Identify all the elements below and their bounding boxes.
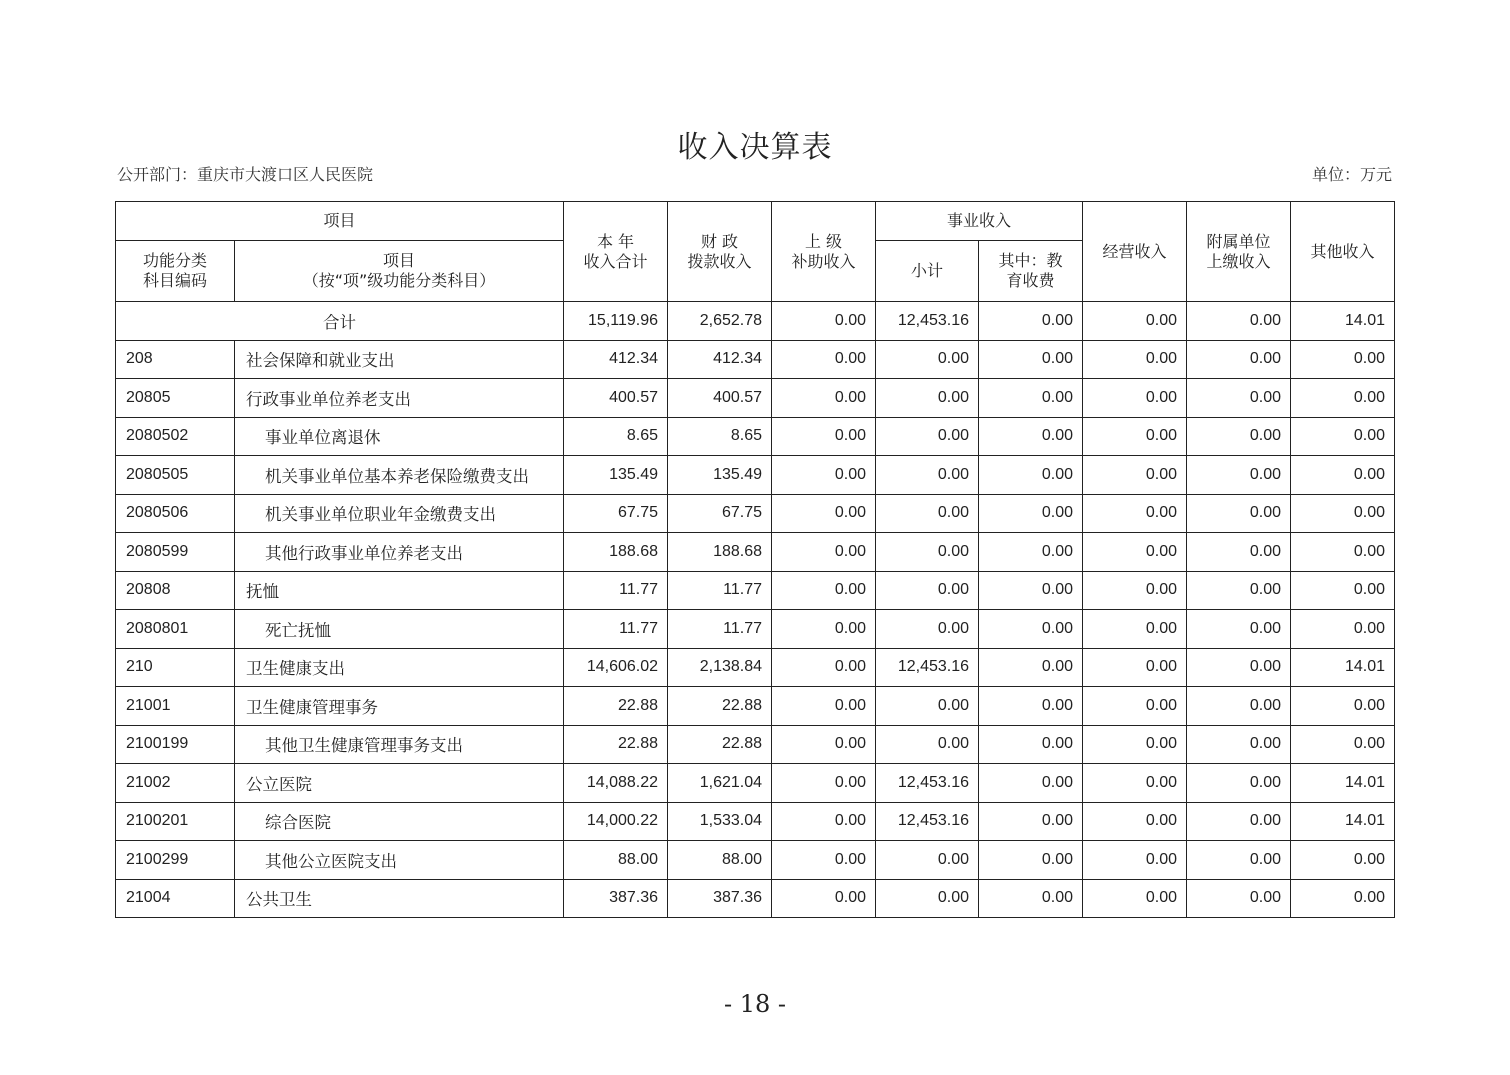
row-code: 21001	[116, 687, 235, 726]
header-education: 其中：教 育收费	[979, 241, 1083, 302]
row-value: 0.00	[772, 841, 876, 880]
table-row	[116, 879, 1395, 918]
row-value: 0.00	[1187, 648, 1291, 687]
income-table	[115, 201, 1395, 918]
row-value: 0.00	[1083, 764, 1187, 803]
row-value: 0.00	[772, 571, 876, 610]
row-value: 0.00	[1187, 879, 1291, 918]
row-value: 14.01	[1291, 764, 1395, 803]
row-value: 88.00	[668, 841, 772, 880]
header-operating: 经营收入	[1083, 202, 1187, 302]
row-value: 0.00	[876, 610, 979, 649]
row-value: 0.00	[772, 340, 876, 379]
row-value: 0.00	[1187, 610, 1291, 649]
row-value: 22.88	[668, 725, 772, 764]
row-value: 0.00	[772, 610, 876, 649]
row-value: 0.00	[979, 802, 1083, 841]
total-label: 合计	[116, 302, 564, 341]
row-value: 0.00	[876, 340, 979, 379]
row-name: 公共卫生	[235, 879, 564, 918]
department-label: 公开部门：重庆市大渡口区人民医院	[117, 165, 374, 184]
row-value: 400.57	[564, 379, 668, 418]
table-row	[116, 494, 1395, 533]
row-value: 0.00	[772, 533, 876, 572]
row-code: 21002	[116, 764, 235, 803]
table-row	[116, 610, 1395, 649]
row-value: 0.00	[1291, 571, 1395, 610]
row-value: 0.00	[1291, 494, 1395, 533]
row-value: 0.00	[1187, 725, 1291, 764]
header-item: 项目 （按“项”级功能分类科目）	[235, 241, 564, 302]
row-value: 0.00	[876, 494, 979, 533]
row-code: 2100299	[116, 841, 235, 880]
row-code: 208	[116, 340, 235, 379]
page-number: - 18 -	[723, 990, 786, 1018]
row-value: 0.00	[1187, 456, 1291, 495]
row-value: 0.00	[1083, 725, 1187, 764]
header-item-group: 项目	[116, 202, 564, 241]
row-value: 0.00	[979, 725, 1083, 764]
row-value: 0.00	[1187, 494, 1291, 533]
total-value: 2,652.78	[668, 302, 772, 341]
row-name: 综合医院	[235, 802, 564, 841]
row-value: 0.00	[1291, 340, 1395, 379]
row-value: 1,533.04	[668, 802, 772, 841]
row-value: 2,138.84	[668, 648, 772, 687]
row-value: 0.00	[1083, 610, 1187, 649]
row-value: 14,606.02	[564, 648, 668, 687]
row-value: 0.00	[876, 379, 979, 418]
row-value: 0.00	[979, 456, 1083, 495]
row-value: 0.00	[1083, 417, 1187, 456]
row-value: 0.00	[1083, 879, 1187, 918]
row-value: 0.00	[1291, 533, 1395, 572]
table-row	[116, 764, 1395, 803]
table-row	[116, 841, 1395, 880]
row-name: 机关事业单位基本养老保险缴费支出	[235, 456, 564, 495]
row-value: 0.00	[876, 456, 979, 495]
row-value: 0.00	[772, 379, 876, 418]
row-value: 387.36	[564, 879, 668, 918]
row-value: 0.00	[1187, 802, 1291, 841]
row-value: 0.00	[979, 648, 1083, 687]
row-value: 400.57	[668, 379, 772, 418]
row-value: 0.00	[979, 571, 1083, 610]
table-row	[116, 533, 1395, 572]
row-code: 2080506	[116, 494, 235, 533]
row-value: 11.77	[564, 610, 668, 649]
row-name: 机关事业单位职业年金缴费支出	[235, 494, 564, 533]
row-code: 2080505	[116, 456, 235, 495]
row-name: 其他公立医院支出	[235, 841, 564, 880]
row-value: 8.65	[564, 417, 668, 456]
row-code: 2080502	[116, 417, 235, 456]
row-name: 卫生健康管理事务	[235, 687, 564, 726]
table-row	[116, 687, 1395, 726]
row-code: 20808	[116, 571, 235, 610]
row-value: 88.00	[564, 841, 668, 880]
row-value: 1,621.04	[668, 764, 772, 803]
row-value: 22.88	[668, 687, 772, 726]
row-value: 0.00	[979, 687, 1083, 726]
row-value: 67.75	[564, 494, 668, 533]
row-value: 0.00	[979, 379, 1083, 418]
table-row	[116, 417, 1395, 456]
table-row	[116, 802, 1395, 841]
unit-label: 单位：万元	[1311, 165, 1392, 184]
row-name: 其他卫生健康管理事务支出	[235, 725, 564, 764]
row-code: 210	[116, 648, 235, 687]
header-superior: 上 级 补助收入	[772, 202, 876, 302]
total-value: 15,119.96	[564, 302, 668, 341]
row-value: 8.65	[668, 417, 772, 456]
row-value: 0.00	[1083, 648, 1187, 687]
header-subtotal: 小计	[876, 241, 979, 302]
row-value: 0.00	[876, 417, 979, 456]
row-value: 0.00	[979, 764, 1083, 803]
row-value: 0.00	[876, 571, 979, 610]
row-value: 0.00	[1187, 764, 1291, 803]
row-value: 12,453.16	[876, 648, 979, 687]
total-value: 0.00	[772, 302, 876, 341]
row-value: 14,088.22	[564, 764, 668, 803]
header-business-group: 事业收入	[876, 202, 1083, 241]
row-value: 22.88	[564, 687, 668, 726]
row-value: 0.00	[772, 456, 876, 495]
row-name: 社会保障和就业支出	[235, 340, 564, 379]
row-value: 188.68	[564, 533, 668, 572]
row-value: 412.34	[668, 340, 772, 379]
row-value: 0.00	[772, 802, 876, 841]
row-value: 0.00	[979, 417, 1083, 456]
total-value: 0.00	[1083, 302, 1187, 341]
row-value: 0.00	[1187, 379, 1291, 418]
page-title: 收入决算表	[677, 130, 833, 165]
row-name: 事业单位离退休	[235, 417, 564, 456]
row-value: 0.00	[772, 879, 876, 918]
row-value: 0.00	[772, 648, 876, 687]
row-code: 20805	[116, 379, 235, 418]
row-value: 0.00	[876, 879, 979, 918]
row-value: 0.00	[979, 879, 1083, 918]
header-affiliate: 附属单位 上缴收入	[1187, 202, 1291, 302]
row-value: 11.77	[668, 610, 772, 649]
row-value: 0.00	[1083, 340, 1187, 379]
row-value: 135.49	[668, 456, 772, 495]
row-value: 412.34	[564, 340, 668, 379]
row-value: 188.68	[668, 533, 772, 572]
row-value: 0.00	[1187, 841, 1291, 880]
row-value: 0.00	[876, 533, 979, 572]
row-code: 21004	[116, 879, 235, 918]
row-value: 0.00	[772, 494, 876, 533]
row-value: 14,000.22	[564, 802, 668, 841]
row-value: 0.00	[1187, 533, 1291, 572]
row-value: 135.49	[564, 456, 668, 495]
total-value: 0.00	[1187, 302, 1291, 341]
row-value: 0.00	[1083, 456, 1187, 495]
row-value: 0.00	[1083, 571, 1187, 610]
row-value: 0.00	[1291, 725, 1395, 764]
row-value: 0.00	[1083, 802, 1187, 841]
table-row	[116, 379, 1395, 418]
row-value: 0.00	[772, 687, 876, 726]
row-value: 0.00	[1187, 417, 1291, 456]
row-value: 0.00	[1187, 340, 1291, 379]
row-value: 0.00	[1083, 494, 1187, 533]
row-value: 14.01	[1291, 648, 1395, 687]
row-value: 0.00	[979, 841, 1083, 880]
row-name: 抚恤	[235, 571, 564, 610]
total-value: 0.00	[979, 302, 1083, 341]
total-value: 14.01	[1291, 302, 1395, 341]
row-value: 0.00	[772, 417, 876, 456]
row-name: 行政事业单位养老支出	[235, 379, 564, 418]
header-fiscal: 财 政 拨款收入	[668, 202, 772, 302]
table-row	[116, 340, 1395, 379]
total-value: 12,453.16	[876, 302, 979, 341]
row-value: 12,453.16	[876, 764, 979, 803]
header-other: 其他收入	[1291, 202, 1395, 302]
table-row	[116, 571, 1395, 610]
table-row	[116, 648, 1395, 687]
header-code: 功能分类 科目编码	[116, 241, 235, 302]
row-name: 死亡抚恤	[235, 610, 564, 649]
row-value: 0.00	[1291, 879, 1395, 918]
row-value: 0.00	[876, 687, 979, 726]
row-value: 67.75	[668, 494, 772, 533]
row-value: 0.00	[1083, 687, 1187, 726]
total-row	[116, 302, 1395, 341]
row-value: 0.00	[1083, 379, 1187, 418]
row-value: 0.00	[979, 340, 1083, 379]
row-value: 0.00	[1291, 687, 1395, 726]
row-value: 0.00	[979, 533, 1083, 572]
row-value: 0.00	[1291, 379, 1395, 418]
row-code: 2100201	[116, 802, 235, 841]
row-value: 0.00	[1291, 456, 1395, 495]
row-value: 387.36	[668, 879, 772, 918]
row-value: 14.01	[1291, 802, 1395, 841]
row-code: 2100199	[116, 725, 235, 764]
row-value: 0.00	[772, 764, 876, 803]
row-code: 2080599	[116, 533, 235, 572]
row-value: 0.00	[1291, 841, 1395, 880]
row-value: 0.00	[1083, 533, 1187, 572]
row-value: 22.88	[564, 725, 668, 764]
header-total-income: 本 年 收入合计	[564, 202, 668, 302]
row-name: 卫生健康支出	[235, 648, 564, 687]
row-value: 0.00	[876, 725, 979, 764]
table-row	[116, 725, 1395, 764]
row-value: 0.00	[1291, 417, 1395, 456]
row-value: 0.00	[876, 841, 979, 880]
row-value: 0.00	[1291, 610, 1395, 649]
row-value: 0.00	[979, 494, 1083, 533]
row-name: 其他行政事业单位养老支出	[235, 533, 564, 572]
table-row	[116, 456, 1395, 495]
row-value: 12,453.16	[876, 802, 979, 841]
row-code: 2080801	[116, 610, 235, 649]
row-name: 公立医院	[235, 764, 564, 803]
row-value: 11.77	[564, 571, 668, 610]
row-value: 0.00	[1083, 841, 1187, 880]
row-value: 0.00	[772, 725, 876, 764]
row-value: 0.00	[979, 610, 1083, 649]
row-value: 0.00	[1187, 571, 1291, 610]
row-value: 0.00	[1187, 687, 1291, 726]
row-value: 11.77	[668, 571, 772, 610]
